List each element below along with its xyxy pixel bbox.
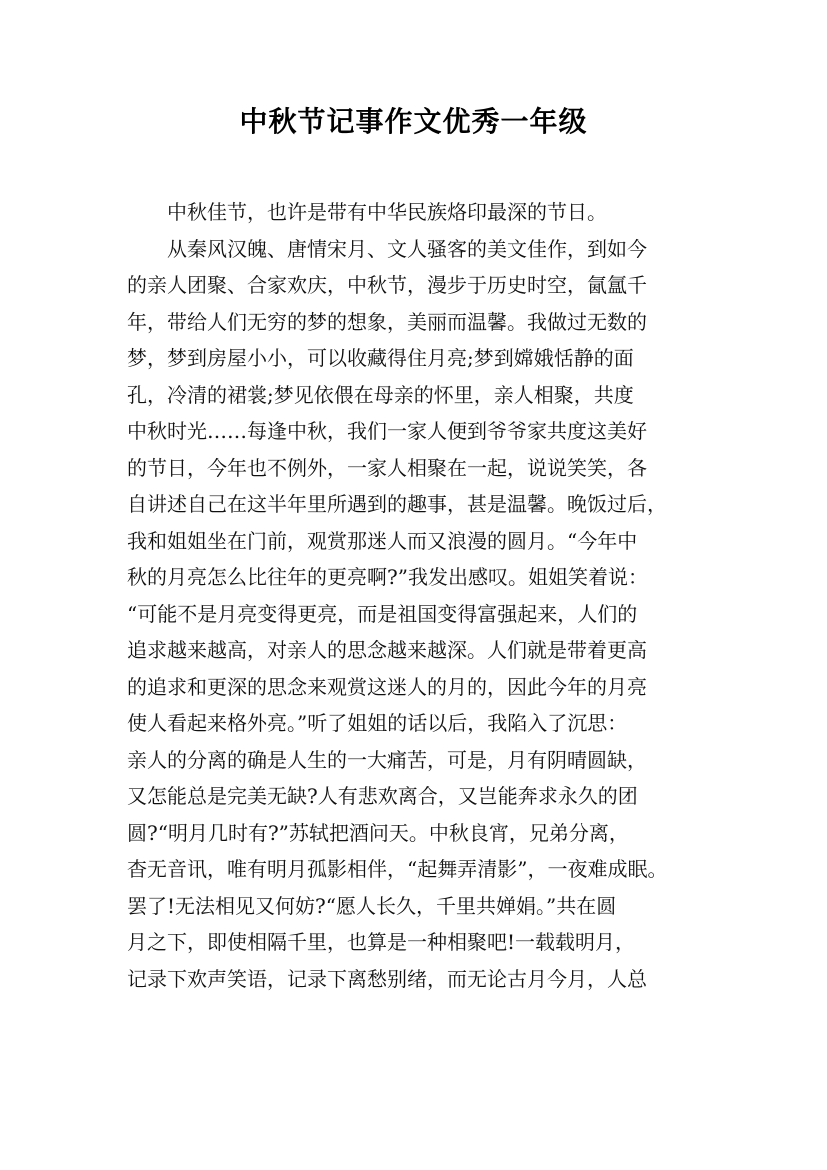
document-body	[127, 194, 717, 997]
body-line: 罢了!无法相见又何妨?“愿人长久，千里共婵娟。”共在圆	[127, 893, 617, 918]
body-line: 中秋时光……每逢中秋，我们一家人便到爷爷家共度这美好	[127, 419, 647, 443]
body-line: 圆?“明月几时有?”苏轼把酒问天。中秋良宵，兄弟分离，	[127, 820, 629, 845]
body-line: 亲人的分离的确是人生的一大痛苦，可是，月有阴晴圆缺，	[127, 747, 647, 772]
body-line: 中秋佳节，也许是带有中华民族烙印最深的节日。	[167, 200, 607, 224]
body-line: 月之下，即使相隔千里，也算是一种相聚吧!一载载明月，	[127, 930, 636, 954]
body-line: 的亲人团聚、合家欢庆，中秋节，漫步于历史时空，氤氲千	[127, 273, 647, 297]
document-title: 中秋节记事作文优秀一年级	[239, 105, 588, 138]
body-line: 梦，梦到房屋小小，可以收藏得住月亮;梦到嫦娥恬静的面	[127, 346, 634, 370]
body-line: 杳无音讯，唯有明月孤影相伴，“起舞弄清影”，一夜难成眠。	[127, 857, 668, 881]
body-line: 又怎能总是完美无缺?人有悲欢离合，又岂能奔求永久的团	[127, 784, 638, 808]
body-line: 的追求和更深的思念来观赏这迷人的月的，因此今年的月亮	[127, 674, 647, 699]
body-line: 自讲述自己在这半年里所遇到的趣事，甚是温馨。晚饭过后，	[127, 492, 667, 516]
body-line: 我和姐姐坐在门前，观赏那迷人而又浪漫的圆月。“今年中	[127, 528, 638, 553]
body-line: 追求越来越高，对亲人的思念越来越深。人们就是带着更高	[127, 638, 647, 662]
body-line: 记录下欢声笑语，记录下离愁别绪，而无论古月今月，人总	[127, 966, 647, 991]
body-line: “可能不是月亮变得更亮，而是祖国变得富强起来，人们的	[127, 601, 638, 626]
body-line: 的节日，今年也不例外，一家人相聚在一起，说说笑笑，各	[127, 455, 647, 480]
body-line: 从秦风汉魄、唐情宋月、文人骚客的美文佳作，到如今	[167, 236, 647, 261]
body-line: 秋的月亮怎么比往年的更亮啊?”我发出感叹。姐姐笑着说：	[127, 565, 648, 589]
body-line: 孔，冷清的裙裳;梦见依偎在母亲的怀里，亲人相聚，共度	[127, 382, 634, 407]
body-line: 年，带给人们无穷的梦的想象，美丽而温馨。我做过无数的	[127, 309, 647, 334]
body-line: 使人看起来格外亮。”听了姐姐的话以后，我陷入了沉思：	[127, 711, 628, 735]
